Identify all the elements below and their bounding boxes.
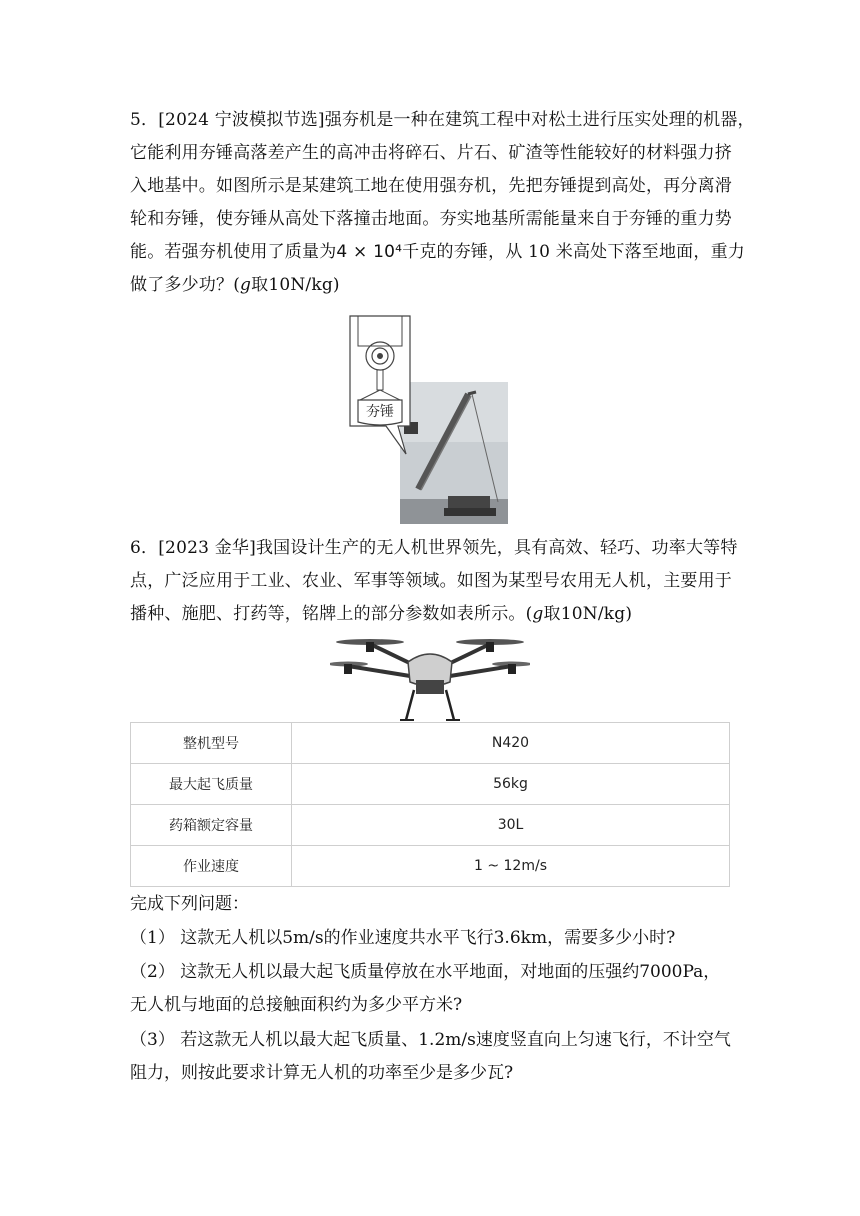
text-line: 点，广泛应用于工业、农业、军事等领域。如图为某型号农用无人机，主要用于 xyxy=(130,571,732,591)
text-line: （1） 这款无人机以5m/s的作业速度共水平飞行3.6km，需要多少小时? xyxy=(130,928,676,948)
text-line: 轮和夯锤，使夯锤从高处下落撞击地面。夯实地基所需能量来自于夯锤的重力势 xyxy=(130,209,732,229)
problem-6-text xyxy=(130,532,738,631)
table-cell-key: 作业速度 xyxy=(131,846,292,887)
table-cell-value: N420 xyxy=(292,723,730,764)
problem-5-text xyxy=(130,104,755,302)
table-cell-key: 整机型号 xyxy=(131,723,292,764)
question-3 xyxy=(130,1024,740,1090)
drone-figure xyxy=(330,632,530,722)
table-cell-value: 56kg xyxy=(292,764,730,805)
text-line: 5．[2024 宁波模拟节选]强夯机是一种在建筑工程中对松土进行压实处理的机器， xyxy=(130,110,755,130)
text-line: 无人机与地面的总接触面积约为多少平方米? xyxy=(130,995,463,1015)
text-line: 做了多少功？(𝑔取10N/kg) xyxy=(130,275,340,295)
table-cell-key: 药箱额定容量 xyxy=(131,805,292,846)
text-line: 播种、施肥、打药等，铭牌上的部分参数如表所示。(𝑔取10N/kg) xyxy=(130,604,633,624)
text-line: 阻力，则按此要求计算无人机的功率至少是多少瓦? xyxy=(130,1063,514,1083)
questions-intro: 完成下列问题： xyxy=(130,894,249,914)
landing-gear xyxy=(406,690,414,720)
text-segment: 千克的夯锤，从 10 米高处下落至地面，重力 xyxy=(402,242,745,262)
tamper-crane-figure xyxy=(348,314,508,526)
table-row xyxy=(131,764,730,805)
tamper-label: 夯锤 xyxy=(366,404,394,420)
text-line: （3） 若这款无人机以最大起飞质量、1.2m/s速度竖直向上匀速飞行，不计空气 xyxy=(130,1030,731,1050)
text-line xyxy=(130,236,745,269)
question-1 xyxy=(130,922,740,955)
drone-tank xyxy=(416,680,444,694)
table-row xyxy=(131,805,730,846)
table-row xyxy=(131,846,730,887)
crane-body xyxy=(448,496,490,510)
text-line: 它能利用夯锤高落差产生的高冲击将碎石、片石、矿渣等性能较好的材料强力挤 xyxy=(130,143,732,163)
text-segment: 能。若强夯机使用了质量为 xyxy=(130,242,337,262)
table-cell-value: 1 ~ 12m/s xyxy=(292,846,730,887)
table-row xyxy=(131,723,730,764)
table-cell-value: 30L xyxy=(292,805,730,846)
text-line: 入地基中。如图所示是某建筑工地在使用强夯机，先把夯锤提到高处，再分离滑 xyxy=(130,176,732,196)
text-line: （2） 这款无人机以最大起飞质量停放在水平地面，对地面的压强约7000Pa， xyxy=(130,962,721,982)
drone-spec-table xyxy=(130,722,730,887)
text-line: 6．[2023 金华]我国设计生产的无人机世界领先，具有高效、轻巧、功率大等特 xyxy=(130,538,738,558)
question-2 xyxy=(130,956,740,1022)
table-cell-key: 最大起飞质量 xyxy=(131,764,292,805)
mass-formula: 4 × 10⁴ xyxy=(336,242,403,262)
